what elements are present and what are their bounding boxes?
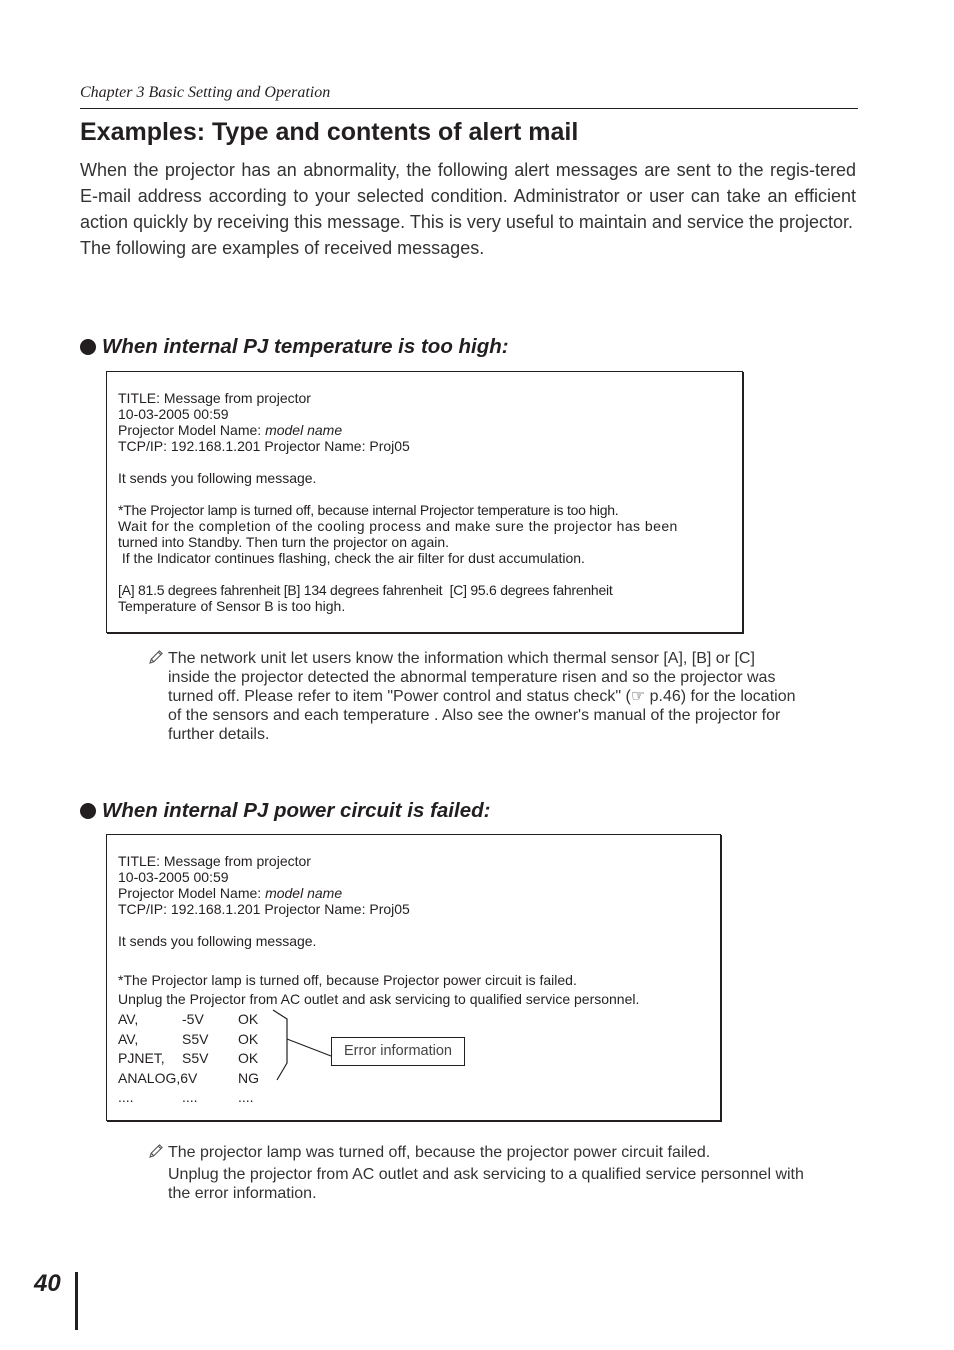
note-line: The network unit let users know the information which thermal sensor [A], [B] or [C] — [168, 650, 755, 667]
section-heading-temperature — [80, 335, 509, 359]
intro-text — [80, 157, 856, 261]
mail-message-line: If the Indicator continues flashing, check the air filter for dust accumulation. — [118, 550, 585, 566]
page-title: Examples: Type and contents of alert mail — [80, 118, 579, 146]
bullet-icon — [80, 339, 96, 355]
mail-tcpip: TCP/IP: 192.168.1.201 Projector Name: Proj05 — [118, 901, 410, 917]
note-line: the error information. — [168, 1185, 317, 1202]
mail-tcpip: TCP/IP: 192.168.1.201 Projector Name: Proj05 — [118, 438, 410, 454]
mail-message-line: Wait for the completion of the cooling process and make sure the projector has been — [118, 518, 678, 534]
mail-model-value: model name — [265, 422, 343, 438]
note-line: The projector lamp was turned off, because the projector power circuit failed. — [168, 1144, 711, 1161]
error-row: PJNET, S5V OK — [118, 1050, 259, 1066]
mail-model-value: model name — [265, 885, 343, 901]
mail-model-label: Projector Model Name: — [118, 885, 266, 901]
error-row: .... .... .... — [118, 1089, 254, 1105]
header-rule — [80, 108, 858, 109]
mail-title: TITLE: Message from projector — [118, 390, 311, 406]
alert-mail-temperature — [106, 371, 743, 633]
mail-message-line: turned into Standby. Then turn the projector on again. — [118, 534, 450, 550]
page-number-bar — [75, 1272, 78, 1330]
mail-datetime: 10-03-2005 00:59 — [118, 869, 229, 885]
intro-paragraph-2: The following are examples of received messages. — [80, 238, 485, 258]
pencil-icon — [148, 1143, 166, 1164]
mail-model — [118, 422, 731, 438]
page-number: 40 — [34, 1270, 61, 1297]
note-line: further details. — [168, 726, 270, 743]
error-row: AV, S5V OK — [118, 1030, 259, 1047]
pencil-icon — [148, 649, 166, 670]
mail-sends: It sends you following message. — [118, 470, 317, 486]
note-power-circuit — [148, 1143, 860, 1203]
section-heading-text: When internal PJ power circuit is failed: — [102, 799, 491, 822]
mail-datetime: 10-03-2005 00:59 — [118, 406, 229, 422]
alert-mail-power-circuit — [106, 834, 721, 1121]
mail-sensor: Temperature of Sensor B is too high. — [118, 598, 346, 614]
chapter-header: Chapter 3 Basic Setting and Operation — [80, 84, 331, 101]
note-line: turned off. Please refer to item "Power control and status check" (☞ p.46) for the location — [168, 688, 796, 705]
error-row: AV, -5V OK — [118, 1011, 259, 1027]
section-heading-text: When internal PJ temperature is too high: — [102, 335, 509, 358]
note-line: of the sensors and each temperature . Also see the owner's manual of the projector for — [168, 707, 781, 724]
mail-temperatures: [A] 81.5 degrees fahrenheit [B] 134 degrees fahrenheit [C] 95.6 degrees fahrenheit — [118, 582, 613, 598]
mail-title: TITLE: Message from projector — [118, 853, 311, 869]
mail-model-label: Projector Model Name: — [118, 422, 266, 438]
mail-message-line: Unplug the Projector from AC outlet and ask servicing to qualified service personnel. — [118, 991, 640, 1007]
mail-message-line: *The Projector lamp is turned off, because internal Projector temperature is too high. — [118, 502, 619, 518]
error-information-label: Error information — [331, 1037, 465, 1066]
note-line: inside the projector detected the abnormal temperature risen and so the projector was — [168, 669, 776, 686]
note-line: Unplug the projector from AC outlet and ask servicing to a qualified service personnel with — [168, 1166, 804, 1183]
mail-message-line: *The Projector lamp is turned off, because Projector power circuit is failed. — [118, 972, 577, 988]
section-heading-power-circuit — [80, 799, 490, 823]
error-bracket-callout — [270, 1005, 340, 1085]
note-temperature — [148, 649, 860, 744]
error-row: ANALOG,6V NG — [118, 1069, 259, 1086]
bullet-icon — [80, 803, 96, 819]
mail-sends: It sends you following message. — [118, 933, 317, 949]
intro-paragraph-1: When the projector has an abnormality, the following alert messages are sent to the regis-tered E-mail address according to your selected condition. Administrator or user can take an efficient action quickly by receiving this message. This is very useful to maintain and service the projector. — [80, 160, 856, 232]
mail-model — [118, 885, 709, 901]
